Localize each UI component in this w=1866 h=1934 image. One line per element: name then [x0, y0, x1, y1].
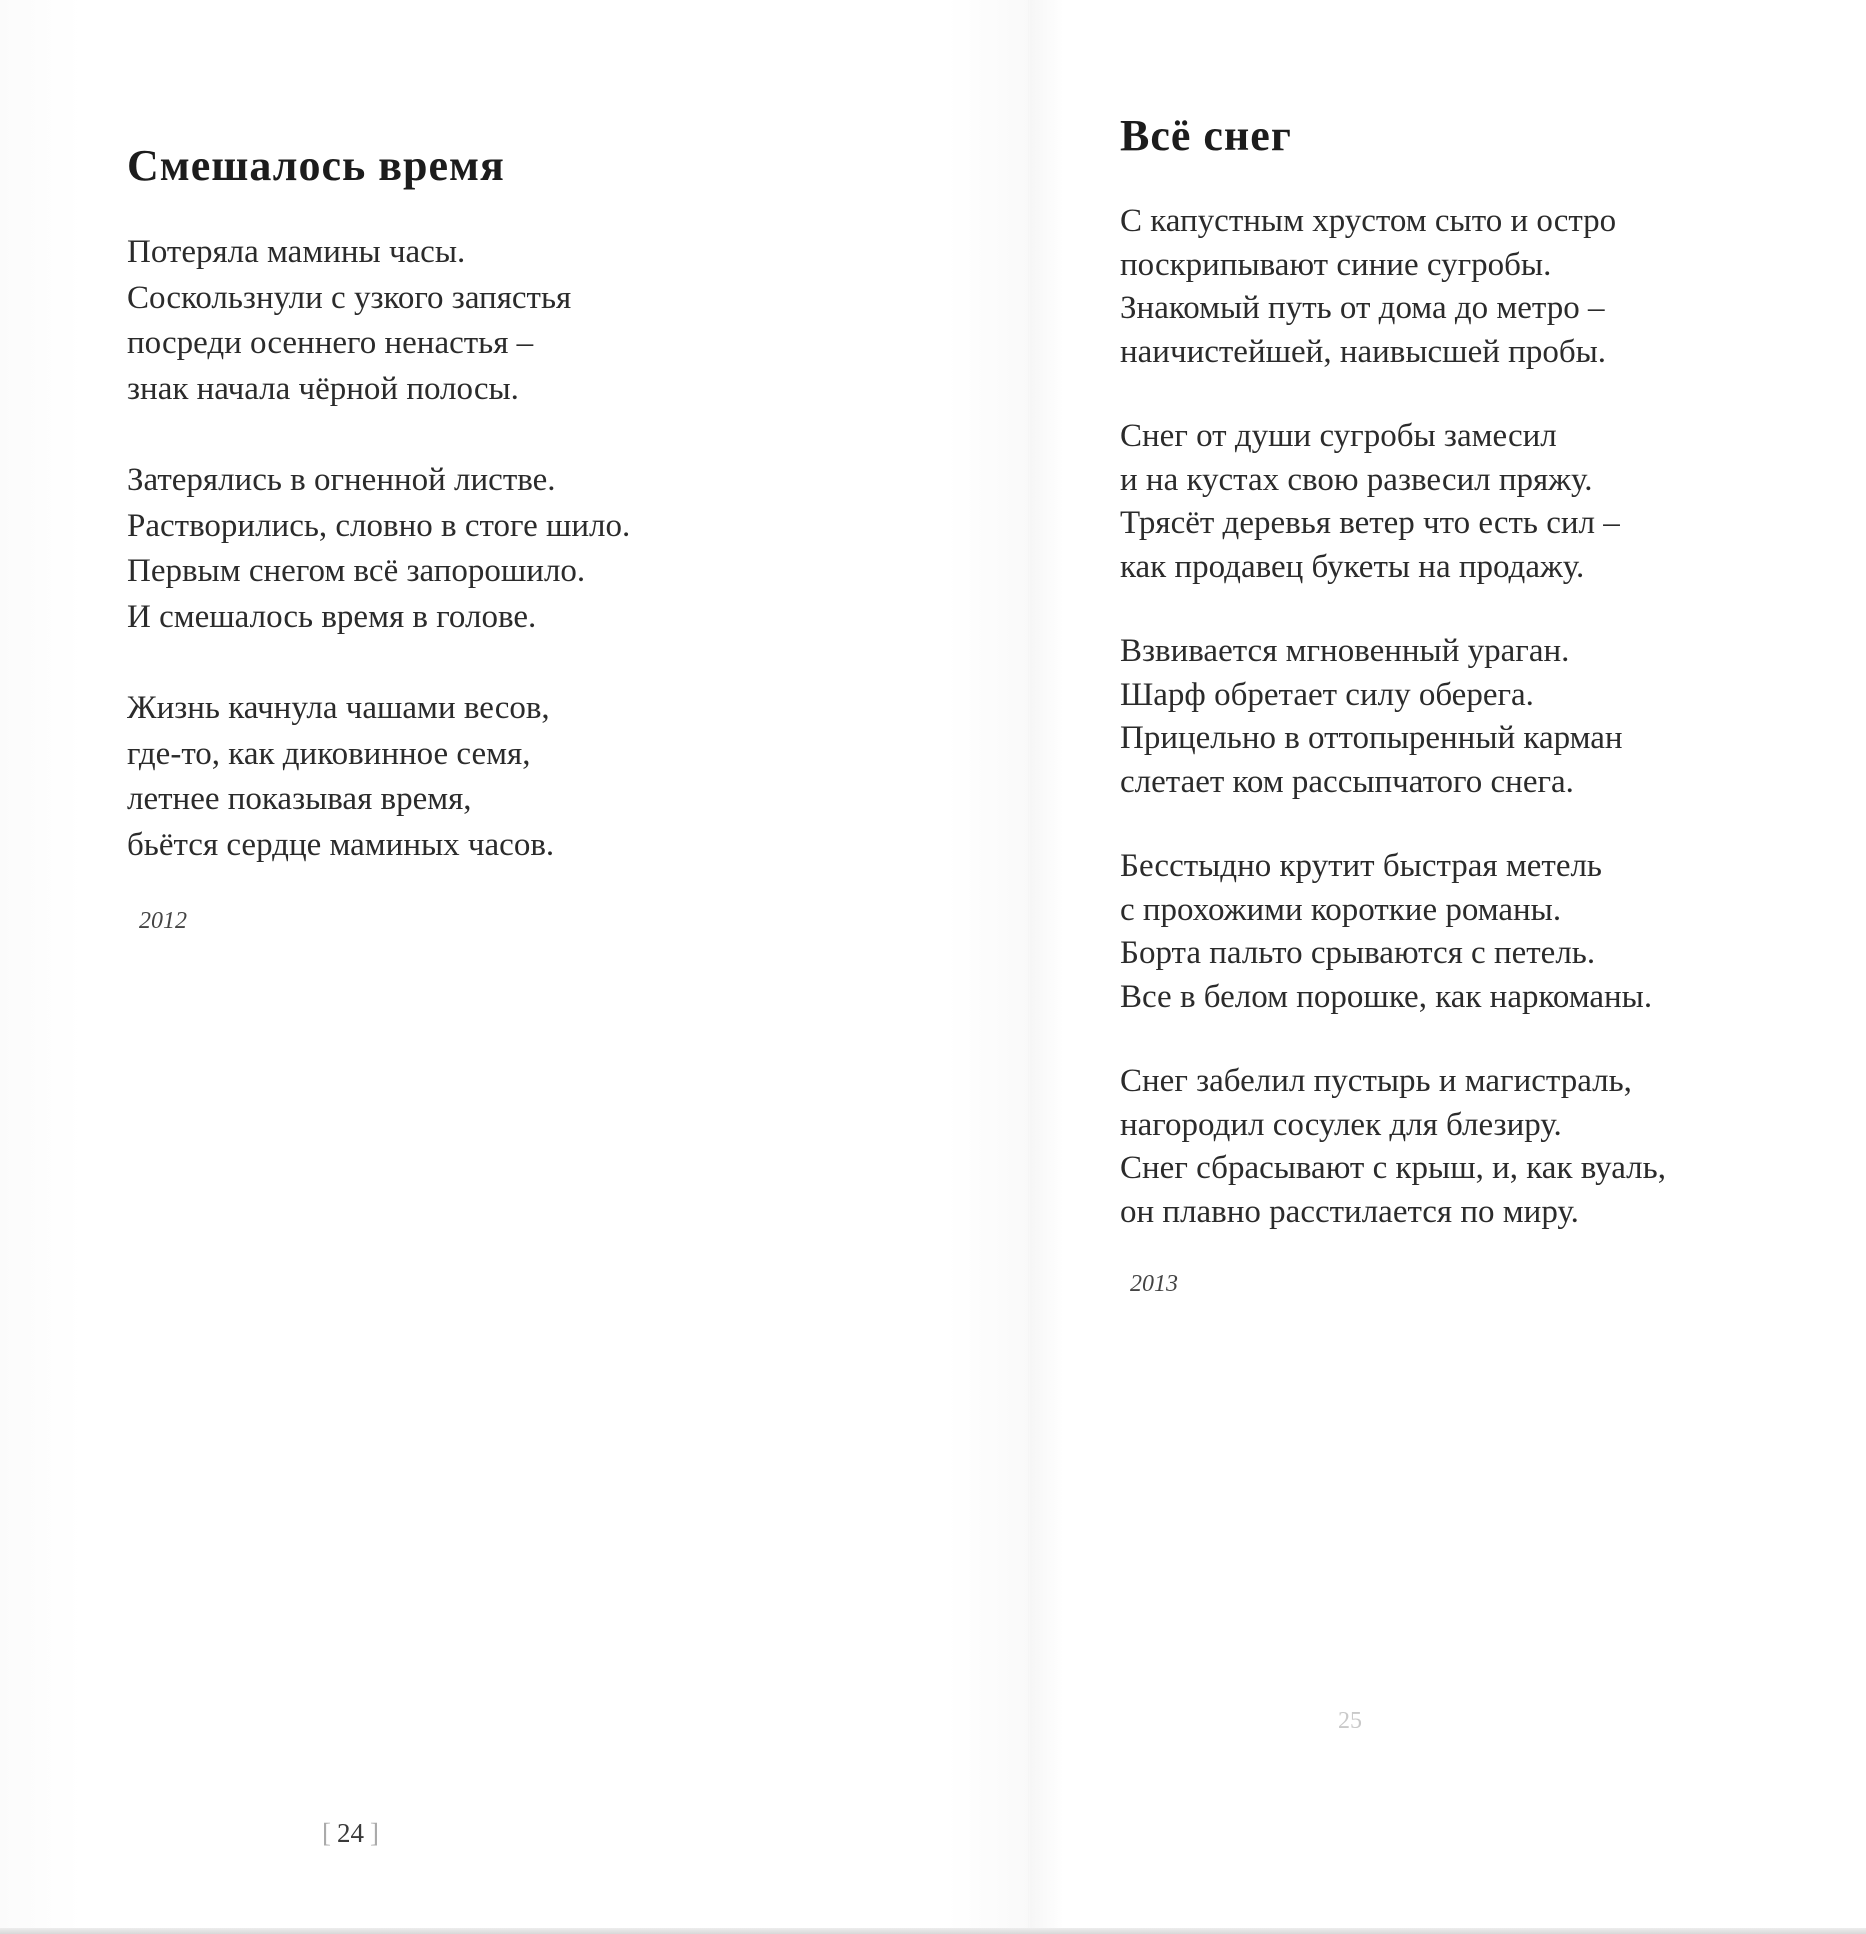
- poem-line: Взвивается мгновенный ураган.: [1120, 633, 1570, 669]
- poem-line: где-то, как диковинное семя,: [127, 735, 531, 772]
- poem-year: 2012: [139, 908, 187, 934]
- poem-line: Снег забелил пустырь и магистраль,: [1120, 1063, 1632, 1099]
- poem-line: Снег от души сугробы замесил: [1120, 418, 1557, 454]
- poem-line: как продавец букеты на продажу.: [1120, 548, 1585, 585]
- poem-line: Соскользнули с узкого запястья: [127, 279, 572, 316]
- poem-line: и на кустах свою развесил пряжу.: [1120, 461, 1593, 498]
- stanza: [1120, 1060, 1840, 1234]
- poem-line: Бесстыдно крутит быстрая метель: [1120, 848, 1602, 884]
- page-number: 25: [1338, 1708, 1362, 1734]
- poem-line: нагородил сосулек для блезиру.: [1120, 1106, 1562, 1143]
- poem-right: [1120, 108, 1840, 1298]
- poem-title: Смешалось время: [127, 141, 505, 190]
- stanza: [1120, 200, 1840, 374]
- poem-line: И смешалось время в голове.: [127, 598, 537, 635]
- page-number-value: 24: [337, 1818, 364, 1848]
- stanza: [1120, 630, 1840, 804]
- poem-line: слетает ком рассыпчатого снега.: [1120, 763, 1574, 800]
- poem-title: Всё снег: [1120, 111, 1292, 160]
- poem-line: Затерялись в огненной листве.: [127, 462, 556, 498]
- stanza: [127, 230, 887, 412]
- poem-line: Первым снегом всё запорошило.: [127, 553, 586, 589]
- poem-left: [127, 138, 887, 935]
- poem-line: наичистейшей, наивысшей пробы.: [1120, 333, 1607, 370]
- poem-line: поскрипывают синие сугробы.: [1120, 246, 1552, 283]
- poem-line: с прохожими короткие романы.: [1120, 891, 1562, 928]
- poem-line: знак начала чёрной полосы.: [127, 370, 519, 407]
- stanza: [1120, 845, 1840, 1019]
- poem-line: Потеряла мамины часы.: [127, 234, 466, 270]
- poem-line: он плавно расстилается по миру.: [1120, 1193, 1579, 1230]
- poem-line: Прицельно в оттопыренный карман: [1120, 720, 1623, 756]
- poem-line: посреди осеннего ненастья –: [127, 325, 534, 361]
- poem-line: Трясёт деревья ветер что есть сил –: [1120, 505, 1620, 541]
- stanza: [1120, 415, 1840, 589]
- stanza: [127, 458, 887, 640]
- poem-line: Знакомый путь от дома до метро –: [1120, 290, 1605, 326]
- poem-line: Все в белом порошке, как наркоманы.: [1120, 978, 1653, 1015]
- poem-line: Растворились, словно в стоге шило.: [127, 507, 631, 544]
- page-number-bracket-close: ]: [370, 1818, 379, 1848]
- poem-year: 2013: [1130, 1271, 1178, 1297]
- poem-line: Борта пальто срываются с петель.: [1120, 935, 1596, 971]
- stanza: [127, 686, 887, 868]
- page-number: [316, 1818, 385, 1849]
- poem-line: Жизнь качнула чашами весов,: [127, 690, 550, 726]
- poem-line: Снег сбрасывают с крыш, и, как вуаль,: [1120, 1150, 1666, 1186]
- poem-line: бьётся сердце маминых часов.: [127, 826, 555, 863]
- poem-line: С капустным хрустом сыто и остро: [1120, 203, 1617, 239]
- page-bottom-edge: [0, 1928, 1866, 1934]
- page-number-bracket-open: [: [322, 1818, 331, 1848]
- poem-line: Шарф обретает силу оберега.: [1120, 676, 1534, 713]
- poem-line: летнее показывая время,: [127, 781, 472, 817]
